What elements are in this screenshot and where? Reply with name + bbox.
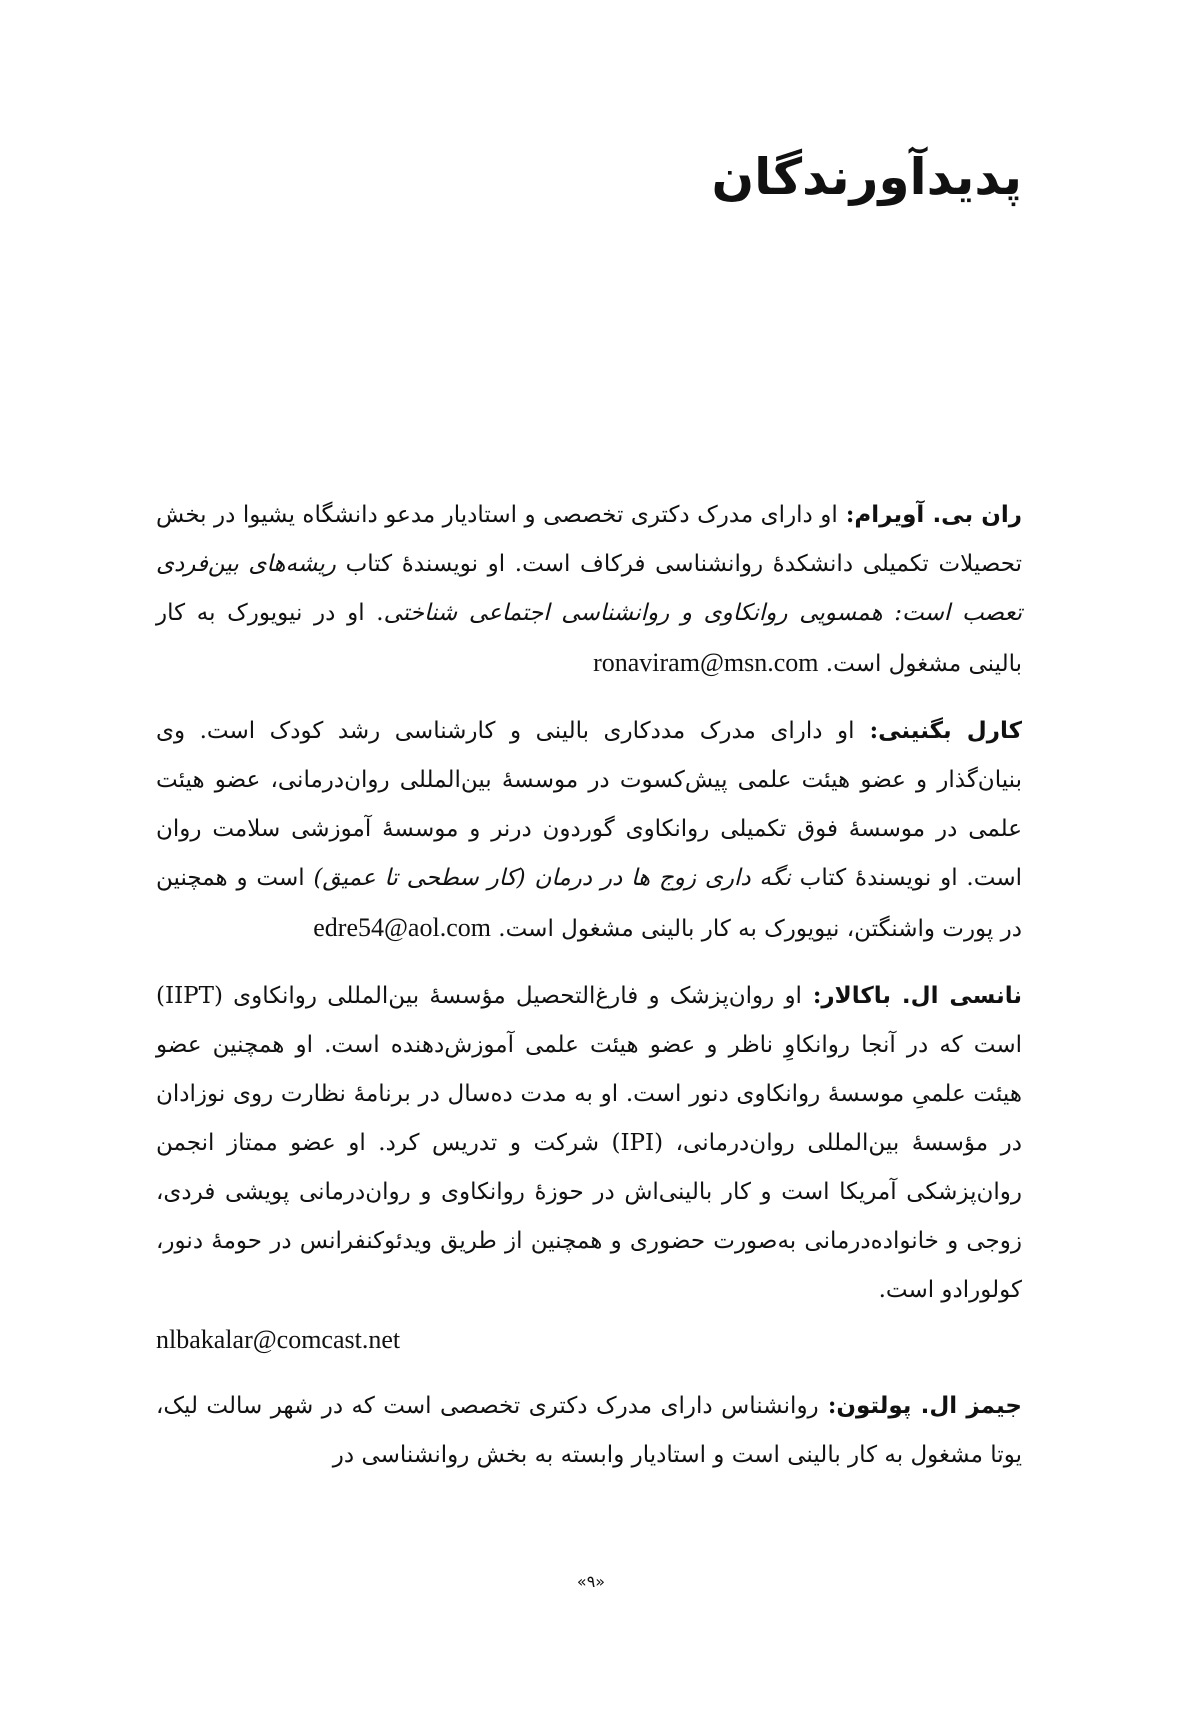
contributor-name: نانسی ال. باکالار	[821, 983, 1022, 1009]
bio-text: او روان‌پزشک و فارغ‌التحصیل مؤسسهٔ بین‌المللی روانکاوی (IIPT) است که در آنجا روانکاوِ ناظر و عضو هیئت علمی آموزش‌دهنده است. او همچنین عضو هیئت علمیِ موسسهٔ روانکاوی دنور است. او به مدت ده‌سال در برنامهٔ نظارت روی نوزادان در مؤسسهٔ بین‌المللی روان‌درمانی، (IPI) شرکت و تدریس کرد. او عضو ممتاز انجمن روان‌پزشکی آمریکا است و کار بالینی‌اش در حوزهٔ روانکاوی و روان‌درمانی پویشی فردی، زوجی و خانواده‌درمانی به‌صورت حضوری و همچنین از طریق ویدئوکنفرانس در حومهٔ دنور، کولورادو است.	[156, 983, 1023, 1303]
bio-text-cont: . او در نیویورک به کار بالینی مشغول است.	[156, 600, 1022, 677]
contributor-email: ronaviram@msn.com	[593, 648, 819, 677]
book-title: ریشه‌های بین‌فردی تعصب است: همسویی روانکاوی و روانشناسی اجتماعی شناختی	[156, 551, 1022, 626]
bio-text-cont: است و همچنین در پورت واشنگتن، نیویورک به کار بالینی مشغول است.	[156, 865, 1022, 942]
contributor-name: ران بی. آویرام	[854, 502, 1023, 528]
bio-text: او دارای مدرک دکتری تخصصی و استادیار مدعو دانشگاه یشیوا در بخش تحصیلات تکمیلی دانشکدهٔ روانشناسی فرکاف است. او نویسندهٔ کتاب	[156, 502, 1022, 577]
bio-entry-bakalar: نانسی ال. باکالار: او روان‌پزشک و فارغ‌التحصیل مؤسسهٔ بین‌المللی روانکاوی (IIPT) است که در آنجا روانکاوِ ناظر و عضو هیئت علمی آموزش‌دهنده است. او همچنین عضو هیئت علمیِ موسسهٔ روانکاوی دنور است. او به مدت ده‌سال در برنامهٔ نظارت روی نوزادان در مؤسسهٔ بین‌المللی روان‌درمانی، (IPI) شرکت و تدریس کرد. او عضو ممتاز انجمن روان‌پزشکی آمریکا است و کار بالینی‌اش در حوزهٔ روانکاوی و روان‌درمانی پویشی فردی، زوجی و خانواده‌درمانی به‌صورت حضوری و همچنین از طریق ویدئوکنفرانس در حومهٔ دنور، کولورادو است. nlbakalar@comcast.net	[156, 971, 1022, 1364]
bio-text: روانشناس دارای مدرک دکتری تخصصی است که در شهر سالت لیک، یوتا مشغول به کار بالینی است و استادیار وابسته به بخش روانشناسی در	[156, 1393, 1022, 1468]
bio-entry-bagnini: کارل بگنینی: او دارای مدرک مددکاری بالینی و کارشناسی رشد کودک است. وی بنیان‌گذار و عضو هیئت علمی پیش‌کسوت در موسسهٔ بین‌المللی روان‌درمانی، عضو هیئت علمی در موسسهٔ فوق تکمیلی روانکاوی گوردون درنر و موسسهٔ آموزشی سلامت روان است. او نویسندهٔ کتاب نگه داری زوج ها در درمان (کار سطحی تا عمیق) است و همچنین در پورت واشنگتن، نیویورک به کار بالینی مشغول است. edre54@aol.com	[156, 717, 1022, 942]
page-number: «۹»	[576, 1572, 606, 1591]
contributor-email: edre54@aol.com	[313, 913, 491, 942]
contributor-email: nlbakalar@comcast.net	[156, 1325, 401, 1354]
book-title: نگه داری زوج ها در درمان (کار سطحی تا عمیق)	[313, 865, 791, 891]
contributor-name: جیمز ال. پولتون	[836, 1393, 1023, 1419]
bio-text: او دارای مدرک مددکاری بالینی و کارشناسی رشد کودک است. وی بنیان‌گذار و عضو هیئت علمی پیش‌کسوت در موسسهٔ بین‌المللی روان‌درمانی، عضو هیئت علمی در موسسهٔ فوق تکمیلی روانکاوی گوردون درنر و موسسهٔ آموزشی سلامت روان است. او نویسندهٔ کتاب	[156, 718, 1022, 891]
contributor-name: کارل بگنینی	[878, 718, 1022, 744]
bio-entry-poulton: جیمز ال. پولتون: روانشناس دارای مدرک دکتری تخصصی است که در شهر سالت لیک، یوتا مشغول به کار بالینی است و استادیار وابسته به بخش روانشناسی در	[156, 1392, 1023, 1468]
page-title: پدیدآورندگان	[711, 148, 1022, 206]
bio-entry-aviram: ران بی. آویرام: او دارای مدرک دکتری تخصصی و استادیار مدعو دانشگاه یشیوا در بخش تحصیلات تکمیلی دانشکدهٔ روانشناسی فرکاف است. او نویسندهٔ کتاب ریشه‌های بین‌فردی تعصب است: همسویی روانکاوی و روانشناسی اجتماعی شناختی. او در نیویورک به کار بالینی مشغول است. ronaviram@msn.com	[156, 501, 1023, 677]
contributors-list	[156, 490, 1022, 1497]
